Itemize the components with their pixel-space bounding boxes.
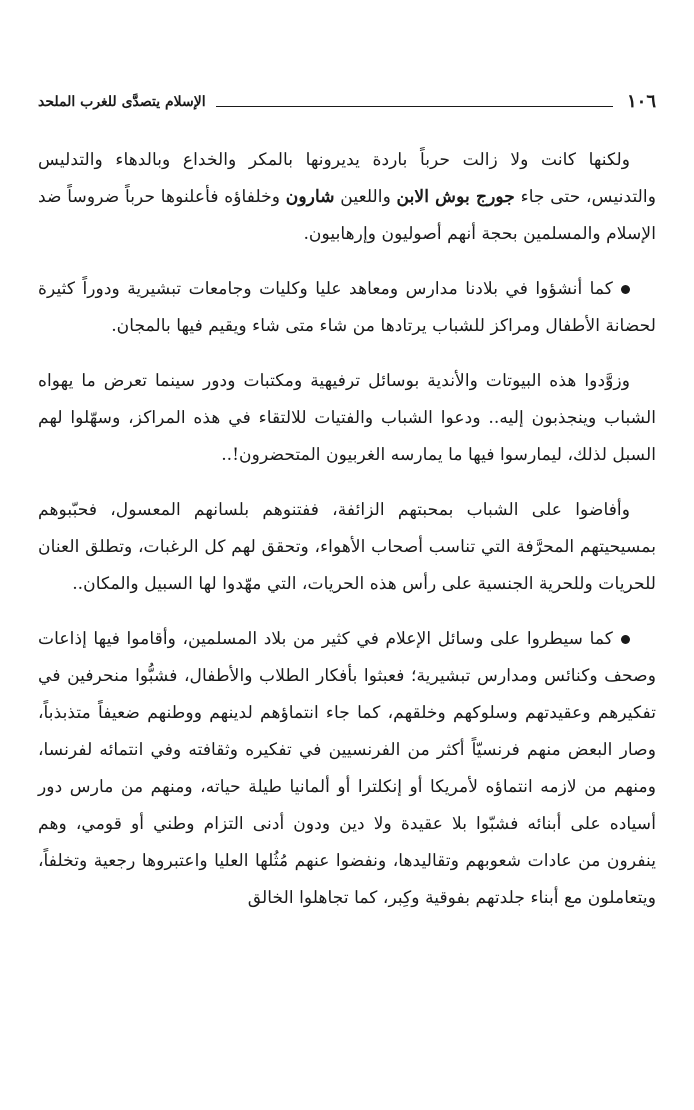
name-sharon: شارون: [285, 187, 335, 207]
paragraph-2-text: كما أنشؤوا في بلادنا مدارس ومعاهد عليا وكليات وجامعات تبشيرية ودوراً كثيرة لحضانة الأطفال ومراكز للشباب يرتادها من شاء متى شاء ويقيم فيها بالمجان.: [38, 279, 656, 336]
paragraph-5-text: كما سيطروا على وسائل الإعلام في كثير من بلاد المسلمين، وأقاموا فيها إذاعات وصحف وكنائس ومدارس تبشيرية؛ فعبثوا بأفكار الطلاب والأطفال، فشبُّوا منحرفين في تفكيرهم وعقيدتهم وسلوكهم وخلقهم، كما جاء انتماؤهم لدينهم ووطنهم ضعيفاً متذبذباً، وصار البعض منهم فرنسيّاً أكثر من الفرنسيين في تفكيره وثقافته وفي انتمائه لفرنسا، ومنهم من لازمه انتماؤه لأمريكا أو إنكلترا أو ألمانيا طيلة حياته، ومنهم من مارس دور أسياده على أبنائه فشبّوا بلا عقيدة ولا دين ودون أدنى التزام وطني أو قومي، وهم ينفرون من عادات شعوبهم وتقاليدها، ونفضوا عنهم مُثُلها العليا واعتبروها رجعية وتخلفاً، ويتعاملون مع أبناء جلدتهم بفوقية وكِبر، كما تجاهلوا الخالق: [38, 629, 656, 908]
bullet-icon: [621, 285, 630, 294]
paragraph-3-text: وزوَّدوا هذه البيوتات والأندية بوسائل ترفيهية ومكتبات ودور سينما تعرض ما يهواه الشباب وينجذبون إليه.. ودعوا الشباب والفتيات للالتقاء في هذه المراكز، وسهّلوا لهم السبل لذلك، ليمارسوا فيها ما يمارسه الغربيون المتحضرون!..: [38, 371, 656, 465]
paragraph-1: [38, 142, 656, 253]
paragraph-1-text-b: واللعين: [334, 187, 397, 207]
paragraph-5: [38, 621, 656, 917]
paragraph-2: [38, 271, 656, 345]
running-title: الإسلام يتصدَّى للغرب الملحد: [38, 94, 206, 110]
paragraph-4-text: وأفاضوا على الشباب بمحبتهم الزائفة، ففتنوهم بلسانهم المعسول، فحبّبوهم بمسيحيتهم المحرَّفة التي تناسب أصحاب الأهواء، وتحقق لهم كل الرغبات، وتطلق العنان للحريات وللحرية الجنسية على رأس هذه الحريات، التي مهّدوا لها السبيل والمكان..: [38, 500, 656, 594]
book-page: [38, 84, 656, 1084]
page-header: [38, 84, 656, 112]
paragraph-4: [38, 492, 656, 603]
name-george-bush: جورج بوش الابن: [396, 187, 515, 207]
paragraph-1-text-c: وخلفاؤه فأعلنوها حرباً ضروساً ضد الإسلام والمسلمين بحجة أنهم أصوليون وإرهابيون.: [38, 187, 656, 244]
bullet-icon: [621, 635, 630, 644]
paragraph-1-text-a: ولكنها كانت ولا زالت حرباً باردة يديرونها بالمكر والخداع وبالدهاء والتدليس والتدنيس، حتى جاء: [38, 150, 656, 207]
page-number: ١٠٦: [626, 91, 656, 112]
header-rule: [216, 105, 613, 107]
paragraph-3: [38, 363, 656, 474]
body-text: [38, 142, 656, 917]
